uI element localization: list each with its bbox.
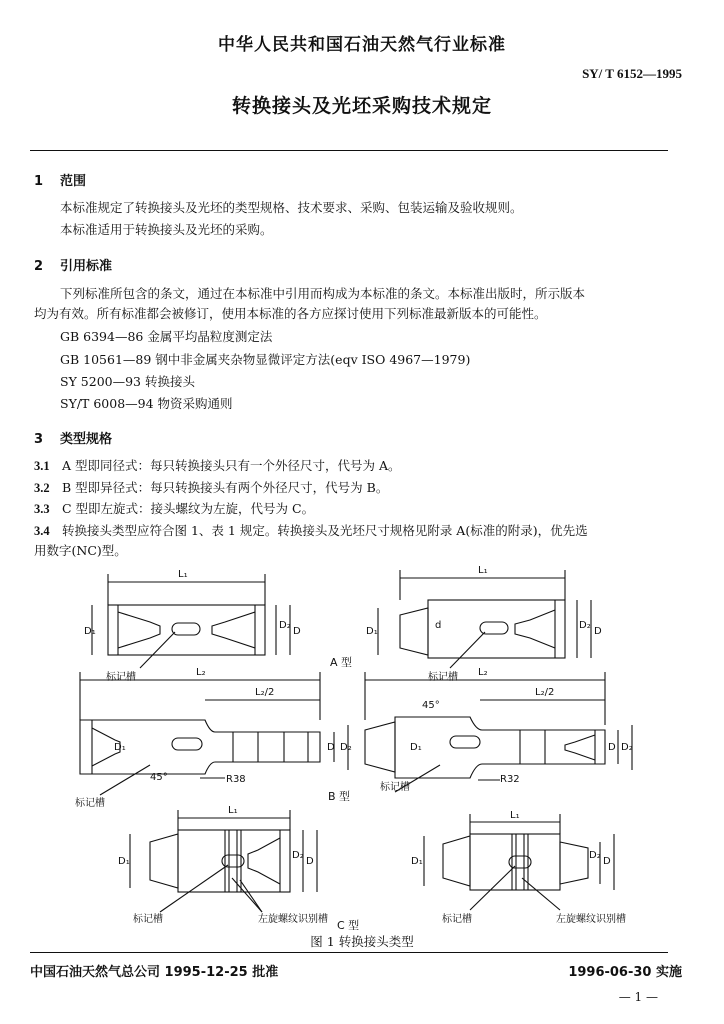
section-number: 3 (34, 432, 44, 447)
body-outline (428, 600, 565, 658)
label-marker-groove: 标记槽 (133, 914, 163, 925)
type-a-right-drawing (378, 570, 591, 668)
pin-thread (560, 842, 588, 884)
label-D1: D₁ (114, 742, 126, 753)
label-D2: D₂ (292, 850, 304, 861)
label-L1: L₁ (478, 565, 488, 576)
section-1-para-1: 本标准规定了转换接头及光坯的类型规格、技术要求、采购、包装运输及验收规则。 (60, 200, 523, 215)
label-D2: D₂ (589, 850, 601, 861)
section-2-heading (34, 255, 112, 274)
label-left-thread-groove: 左旋螺纹识别槽 (258, 914, 328, 925)
clause-number: 3.1 (34, 459, 50, 473)
header-rule (30, 150, 668, 151)
label-D: D (603, 856, 611, 867)
pin-thread (400, 608, 428, 655)
reference-item: GB 10561—89 钢中非金属夹杂物显微评定方法(eqv ISO 4967—1979) (60, 352, 471, 367)
implementation-date: 1996-06-30 实施 (568, 965, 682, 980)
label-marker-groove: 标记槽 (380, 782, 410, 793)
label-L2-half: L₂/2 (535, 687, 555, 698)
label-D1: D₁ (118, 856, 130, 867)
label-L2-half: L₂/2 (255, 687, 275, 698)
bore-taper (212, 612, 255, 648)
section-title: 范围 (60, 174, 87, 189)
clause-text: 转换接头类型应符合图 1、表 1 规定。转换接头及光坯尺寸规格见附录 A(标准的附录)，优先选 (62, 523, 588, 538)
section-1-para-2: 本标准适用于转换接头及光坯的采购。 (60, 222, 273, 237)
label-D: D (306, 856, 314, 867)
approval-note: 中国石油天然气总公司 1995-12-25 批准 (30, 965, 279, 980)
body-outline (395, 717, 605, 778)
label-marker-groove: 标记槽 (106, 672, 136, 683)
section-2-para-line-2: 均为有效。所有标准都会被修订，使用本标准的各方应探讨使用下列标准最新版本的可能性。 (34, 306, 547, 321)
label-marker-groove: 标记槽 (428, 672, 458, 683)
type-a-left-drawing (92, 574, 290, 668)
label-D1: D₁ (366, 626, 378, 637)
marker-groove (172, 738, 202, 750)
pin-thread (443, 836, 470, 886)
document-title: 转换接头及光坯采购技术规定 (231, 95, 492, 117)
label-D2: D₂ (621, 742, 633, 753)
section-1-heading (34, 170, 86, 189)
label-D1: D₁ (84, 626, 96, 637)
body-outline (178, 830, 290, 892)
label-R32: R32 (500, 774, 520, 785)
pin-thread (150, 834, 178, 888)
page-number: — 1 — (618, 990, 658, 1004)
body-outline (108, 605, 265, 655)
type-c-left-drawing (130, 810, 317, 912)
clause-number: 3.4 (34, 524, 50, 538)
label-L2: L₂ (478, 667, 488, 678)
section-2-para-line-1: 下列标准所包含的条文，通过在本标准中引用而构成为本标准的条文。本标准出版时，所示版本 (60, 286, 586, 301)
section-number: 2 (34, 259, 44, 274)
standard-code: SY/ T 6152—1995 (582, 66, 682, 81)
section-title: 引用标准 (60, 259, 113, 274)
pin-thread (365, 722, 395, 772)
clause-3-1 (34, 456, 680, 476)
label-D2: D₂ (340, 742, 352, 753)
label-R38: R38 (226, 774, 246, 785)
bore-taper (515, 610, 555, 648)
label-left-thread-groove: 左旋螺纹识别槽 (556, 914, 626, 925)
section-3-heading (34, 428, 112, 447)
reference-item: SY/T 6008—94 物资采购通则 (60, 396, 233, 411)
bore-taper (248, 838, 280, 884)
marker-groove (450, 736, 480, 748)
label-type-b: B 型 (328, 790, 351, 803)
leader-line (160, 865, 228, 912)
clause-text: A 型即同径式：每只转换接头只有一个外径尺寸，代号为 A。 (62, 458, 401, 473)
leader-line (240, 880, 262, 912)
figure-caption: 图 1 转换接头类型 (310, 934, 414, 949)
label-L2: L₂ (196, 667, 206, 678)
body-outline (470, 834, 560, 890)
clause-text: C 型即左旋式：接头螺纹为左旋，代号为 C。 (62, 501, 315, 516)
section-number: 1 (34, 174, 44, 189)
clause-3-3 (34, 499, 680, 519)
label-L1: L₁ (510, 810, 520, 821)
reference-item: SY 5200—93 转换接头 (60, 374, 195, 389)
label-marker-groove: 标记槽 (442, 914, 472, 925)
clause-number: 3.3 (34, 502, 50, 516)
type-c-right-drawing (424, 814, 614, 910)
label-type-c: C 型 (337, 919, 360, 932)
label-D: D (594, 626, 602, 637)
clause-3-2 (34, 478, 680, 498)
figure-1-drawings (0, 560, 724, 935)
label-d: d (435, 620, 442, 631)
label-D1: D₁ (411, 856, 423, 867)
leader-line (522, 878, 560, 910)
label-angle: 45° (150, 772, 168, 783)
clause-number: 3.2 (34, 481, 50, 495)
label-marker-groove: 标记槽 (75, 798, 105, 809)
label-D: D (293, 626, 301, 637)
leader-line (100, 765, 150, 795)
bore-taper (118, 612, 160, 648)
label-type-a: A 型 (330, 656, 353, 669)
label-D2: D₂ (279, 620, 291, 631)
leader-line (232, 878, 262, 912)
label-L1: L₁ (178, 569, 188, 580)
footer-rule (30, 952, 668, 953)
type-b-right-drawing (365, 672, 632, 792)
clause-3-4-cont: 用数字(NC)型。 (34, 543, 127, 558)
reference-item: GB 6394—86 金属平均晶粒度测定法 (60, 329, 273, 344)
bore-taper (565, 735, 595, 760)
label-L1: L₁ (228, 805, 238, 816)
issuing-body: 中华人民共和国石油天然气行业标准 (218, 35, 506, 55)
label-D2: D₂ (579, 620, 591, 631)
marker-groove (172, 623, 200, 635)
leader-line (470, 866, 515, 910)
label-D1: D₁ (410, 742, 422, 753)
section-title: 类型规格 (60, 432, 113, 447)
clause-text: B 型即异径式：每只转换接头有两个外径尺寸，代号为 B。 (62, 480, 389, 495)
clause-3-4 (34, 521, 680, 541)
label-D: D (608, 742, 616, 753)
leader-line (450, 632, 485, 668)
type-b-left-drawing (80, 672, 348, 795)
leader-line (140, 632, 175, 668)
label-angle: 45° (422, 700, 440, 711)
label-D: D (327, 742, 335, 753)
